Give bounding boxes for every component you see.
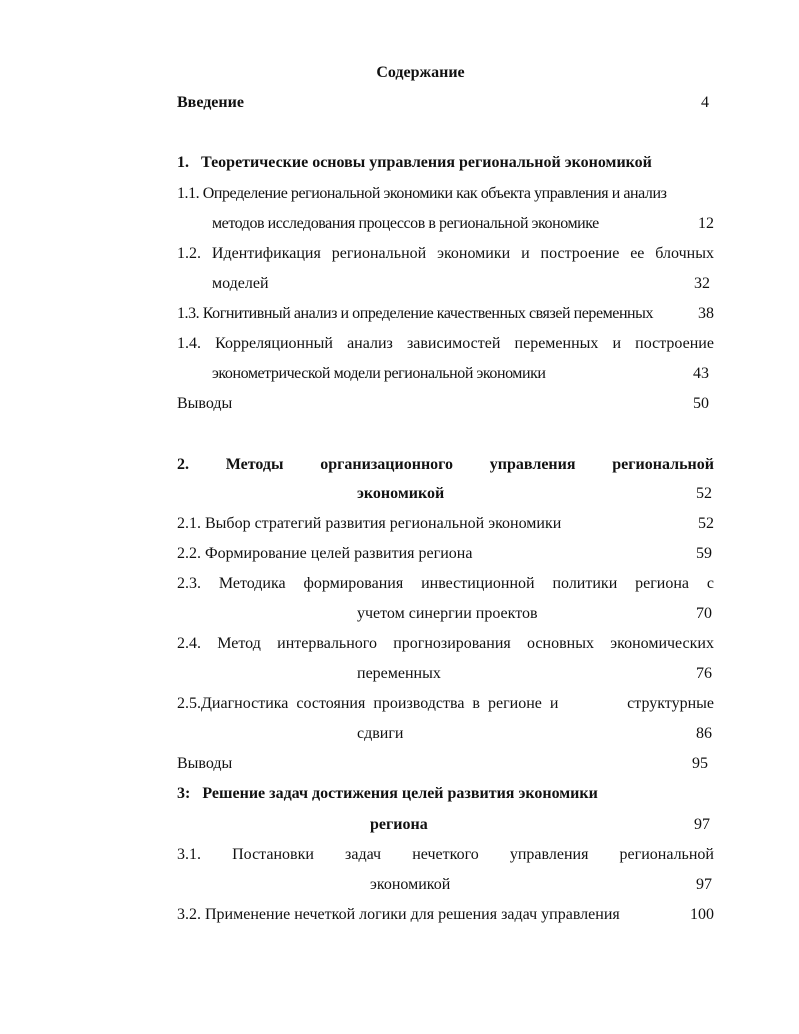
toc-entry-3-2: 3.2. Применение нечеткой логики для решения задач управления 100 xyxy=(177,906,714,923)
toc-section-2-line1: 2. Методы организационного управления региональной xyxy=(177,456,714,473)
page-number: 43 xyxy=(693,365,709,382)
page-number: 100 xyxy=(690,906,714,923)
toc-entry-2-3-line1: 2.3. Методика формирования инвестиционной политики региона с xyxy=(177,575,714,592)
page-number: 95 xyxy=(692,755,708,772)
toc-entry-1-3: 1.3. Когнитивный анализ и определение качественных связей переменных 38 xyxy=(177,305,714,322)
toc-entry-2-4-line1: 2.4. Метод интервального прогнозирования основных экономических xyxy=(177,635,714,652)
document-page: Содержание Введение 4 1. Теоретические основы управления региональной экономикой 1.1. Определение региональной экономики как объекта управления и анализ методов исследования процессов в региональной экономике 12 1.2. Идентификация региональной экономики и построение ее блочных моделей 32 1.3. Когнитивный анализ и определение качественных связей переменных 38 1.4. Корреляционный анализ зависимостей переменных и построение эконометрической модели региональной экономики 43 Выводы 50 2. Методы организационного управления региональной экономикой 52 2.1. Выбор стратегий развития региональной экономики 52 2.2. Формирование целей развития региона 59 2.3. Методика формирования инвестиционной политики региона с учетом синергии проектов 70 2.4. Метод интервального прогнозирования основных экономических переменных 76 2.5.Диагностика состояния производства в регионе и структурные сдвиги 86 Выводы 95 3: Решение задач достижения целей развития экономики региона 97 3.1. Постановки задач нечеткого управления региональной экономикой 97 3.2. Применение нечеткой логики для решения задач управления 100 xyxy=(177,64,714,923)
page-number: 52 xyxy=(696,485,712,502)
toc-entry-3-1-line1: 3.1. Постановки задач нечеткого управления региональной xyxy=(177,846,714,863)
toc-entry-1-1-line1: 1.1. Определение региональной экономики как объекта управления и анализ xyxy=(177,185,667,202)
page-number: 76 xyxy=(696,665,712,682)
page-number: 97 xyxy=(696,876,712,893)
page-number: 97 xyxy=(694,816,710,833)
toc-entry-intro xyxy=(177,93,714,113)
page-number: 59 xyxy=(696,545,712,562)
page-number: 70 xyxy=(696,605,712,622)
toc-entry-conclusions-1: Выводы 50 xyxy=(177,395,709,412)
page-number: 52 xyxy=(698,515,714,532)
toc-entry-2-5-line1: 2.5.Диагностика состояния производства в регионе и структурные xyxy=(177,695,714,712)
page-number: 38 xyxy=(698,305,714,322)
toc-section-3-line1: 3: Решение задач достижения целей развития экономики xyxy=(177,785,598,802)
toc-entry-2-2: 2.2. Формирование целей развития региона 59 xyxy=(177,545,712,562)
page-number: 86 xyxy=(696,725,712,742)
toc-entry-conclusions-2: Выводы 95 xyxy=(177,755,708,772)
toc-entry-title: Введение xyxy=(177,94,244,111)
page-number: 32 xyxy=(694,275,710,292)
page-number: 50 xyxy=(693,395,709,412)
toc-heading: Содержание xyxy=(376,64,465,81)
toc-entry-1-4-line1: 1.4. Корреляционный анализ зависимостей переменных и построение xyxy=(177,335,714,352)
toc-entry-1-2-line1: 1.2. Идентификация региональной экономики и построение ее блочных xyxy=(177,245,714,262)
toc-entry-2-1: 2.1. Выбор стратегий развития региональной экономики 52 xyxy=(177,515,714,532)
toc-section-1: 1. Теоретические основы управления региональной экономикой xyxy=(177,154,652,171)
page-number: 4 xyxy=(701,94,709,111)
page-number: 12 xyxy=(698,215,714,232)
